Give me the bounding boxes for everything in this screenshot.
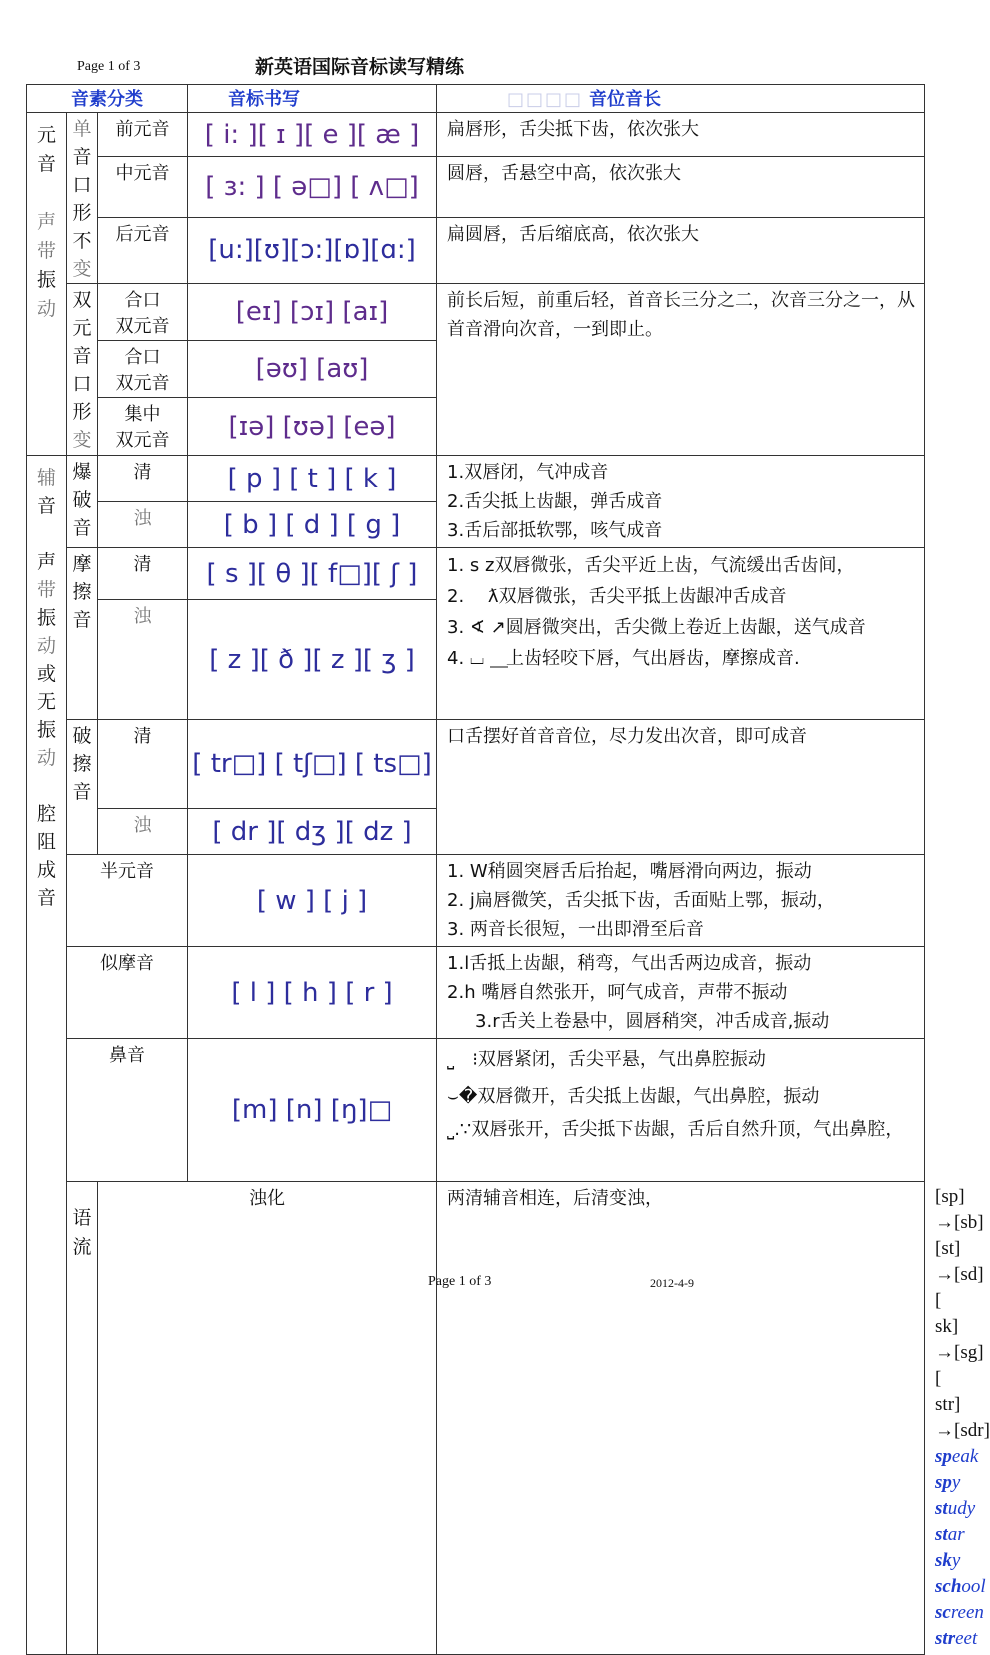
example-word: study xyxy=(935,1498,976,1519)
header-page-number: Page 1 of 3 xyxy=(77,59,141,74)
ipa-closing-diphthongs-2: [əʊ] [aʊ] xyxy=(188,341,437,398)
document-title: 新英语国际音标读写精练 xyxy=(255,56,465,78)
footer-page-number: Page 1 of 3 xyxy=(428,1274,492,1289)
lateral-desc: 1.l舌抵上齿龈，稍弯，气出舌两边成音，振动 2.h 嘴唇自然张开，呵气成音，声带不振动 3.r舌关上卷悬中，圆唇稍突，冲舌成音,振动 xyxy=(437,947,925,1039)
consonant-group-label: 辅 音 声 带 振 动 或 无 振 动 腔 阻 成 音 xyxy=(27,456,67,1655)
table-row xyxy=(27,548,925,600)
vowel-type: 前元音 xyxy=(98,113,188,157)
table-row xyxy=(27,113,925,157)
affricate-label: 破 擦 音 xyxy=(67,720,98,855)
ipa-voiceless-affricates: [ tr□] [ tʃ□] [ ts□] xyxy=(188,720,437,809)
example-word: school xyxy=(935,1576,986,1597)
table-row xyxy=(27,720,925,809)
vowel-type: 合口 双元音 xyxy=(98,341,188,398)
semivowel-desc: 1. W稍圆突唇舌后抬起，嘴唇滑向两边，振动 2. j扁唇微笑，舌尖抵下齿，舌面贴上鄂，振动， 3. 两音长很短，一出即滑至后音 xyxy=(437,855,925,947)
ipa-voiceless-fricatives: [ s ][ θ ][ f□][ ʃ ] xyxy=(188,548,437,600)
ipa-voiced-affricates: [ dr ][ dʒ ][ dz ] xyxy=(188,809,437,855)
vowel-desc: 扁唇形，舌尖抵下齿，依次张大 xyxy=(437,113,925,157)
ipa-voiced-plosives: [ b ] [ d ] [ g ] xyxy=(188,502,437,548)
table-row: 语 流 浊化 两清辅音相连，后清变浊， [sp] →[sb] [st] →[sd] [ sk] →[sg] [ str] →[sdr] speak spy study star sky school screen street xyxy=(27,1182,925,1655)
example-word: screen xyxy=(935,1602,984,1623)
example-word: street xyxy=(935,1628,978,1649)
example-word: star xyxy=(935,1524,965,1545)
fricative-desc: 1. s z双唇微张，舌尖平近上齿，气流缓出舌齿间， 2. ƛ双唇微张，舌尖平抵上齿龈冲舌成音 3. ∢ ↗圆唇微突出，舌尖微上卷近上齿龈，送气成音 4. ⌴ ⎽上齿轻咬下唇，气出唇齿，摩擦成音. xyxy=(437,548,925,720)
lateral-label: 似摩音 xyxy=(67,947,188,1039)
col-header-category: 音素分类 xyxy=(27,85,188,113)
plosive-label: 爆 破 音 xyxy=(67,456,98,548)
ipa-centring-diphthongs: [ɪə] [ʊə] [eə] xyxy=(188,398,437,456)
liaison-group-label: 语 流 xyxy=(67,1182,98,1655)
vowel-desc: 扁圆唇，舌后缩底高，依次张大 xyxy=(437,217,925,283)
semivowel-label: 半元音 xyxy=(67,855,188,947)
vowel-desc: 圆唇，舌悬空中高，依次张大 xyxy=(437,157,925,217)
monophthong-label: 单 音 口 形 不 变 xyxy=(67,113,98,284)
plosive-desc: 1.双唇闭，气冲成音 2.舌尖抵上齿龈，弹舌成音 3.舌后部抵软鄂，咳气成音 xyxy=(437,456,925,548)
phonetics-table xyxy=(26,84,990,1655)
example-word: spy xyxy=(935,1472,961,1493)
example-word: sky xyxy=(935,1550,961,1571)
ipa-semivowels: [ w ] [ j ] xyxy=(188,855,437,947)
fricative-label: 摩 擦 音 xyxy=(67,548,98,720)
voiced-label: 浊 xyxy=(98,502,188,548)
vowel-group-label: 元 音 声 带 振 动 xyxy=(27,113,67,456)
nasal-label: 鼻音 xyxy=(67,1039,188,1182)
vowel-type: 后元音 xyxy=(98,217,188,283)
ipa-nasals: [m] [n] [ŋ]□ xyxy=(188,1039,437,1182)
table-header-row xyxy=(27,85,925,113)
voiceless-label: 清 xyxy=(98,456,188,502)
table-row xyxy=(27,456,925,502)
nasal-desc: ⎵ ⁝双唇紧闭，舌尖平悬，气出鼻腔振动 ⌣�双唇微开，舌尖抵上齿龈，气出鼻腔，振动 ⎵.∵双唇张开，舌尖抵下齿龈，舌后自然升顶，气出鼻腔， xyxy=(437,1039,925,1182)
example-word: speak xyxy=(935,1446,979,1467)
voiceless-label: 清 xyxy=(98,548,188,600)
ipa-voiced-fricatives: [ z ][ ð ][ z ][ ʒ ] xyxy=(188,600,437,720)
ipa-liquids: [ l ] [ h ] [ r ] xyxy=(188,947,437,1039)
ipa-back-vowels: [u:][ʊ][ɔ:][ɒ][ɑ:] xyxy=(188,217,437,283)
vowel-type: 集中 双元音 xyxy=(98,398,188,456)
ipa-voiceless-plosives: [ p ] [ t ] [ k ] xyxy=(188,456,437,502)
ipa-front-vowels: [ i: ][ ɪ ][ e ][ æ ] xyxy=(188,113,437,157)
voicing-rule: 两清辅音相连，后清变浊， xyxy=(437,1182,925,1655)
voiced-label: 浊 xyxy=(98,809,188,855)
voicing-label: 浊化 xyxy=(98,1182,437,1655)
table-row xyxy=(27,157,925,217)
col-header-phonetic: 音标书写 xyxy=(188,85,437,113)
table-row xyxy=(27,947,925,1039)
table-row xyxy=(27,217,925,283)
ipa-closing-diphthongs-1: [eɪ] [ɔɪ] [aɪ] xyxy=(188,284,437,341)
col-header-position: □□□□ 音位音长 xyxy=(437,85,925,113)
vowel-type: 合口 双元音 xyxy=(98,284,188,341)
table-row xyxy=(27,284,925,341)
diphthong-label: 双 元 音 口 形 变 xyxy=(67,284,98,456)
affricate-desc: 口舌摆好首音音位，尽力发出次音，即可成音 xyxy=(437,720,925,855)
table-row xyxy=(27,855,925,947)
ipa-central-vowels: [ ɜ: ] [ ə□] [ ʌ□] xyxy=(188,157,437,217)
ghost-glyphs: □□□□ xyxy=(507,89,584,110)
vowel-type: 中元音 xyxy=(98,157,188,217)
voiceless-label: 清 xyxy=(98,720,188,809)
table-row xyxy=(27,1039,925,1182)
diphthong-desc: 前长后短，前重后轻，首音长三分之二，次音三分之一，从首音滑向次音，一到即止。 xyxy=(437,284,925,456)
footer-date: 2012-4-9 xyxy=(650,1276,694,1290)
voiced-label: 浊 xyxy=(98,600,188,720)
